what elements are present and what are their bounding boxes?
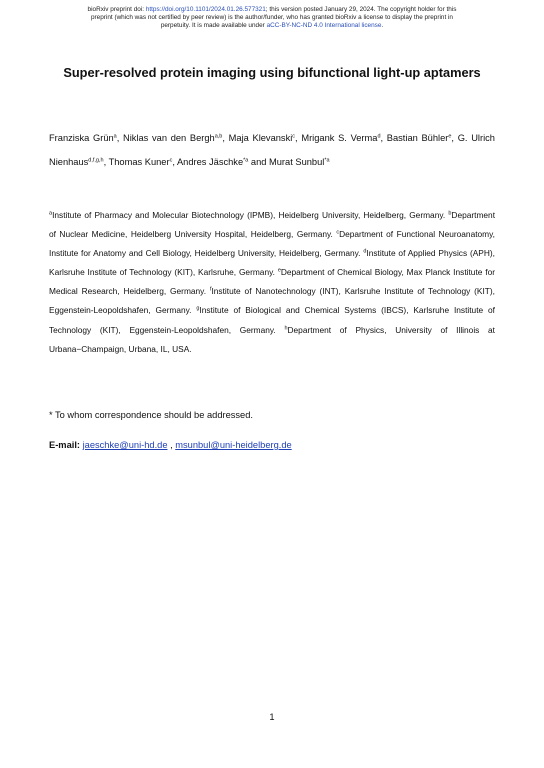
email-line (49, 440, 292, 450)
header-text: . (381, 21, 384, 29)
author-affiliation-mark: c (292, 133, 296, 140)
affiliation-mark: g (196, 305, 200, 312)
header-line-3 (40, 22, 504, 30)
affiliation-text: Department of Functional Neuroanatomy, Institute for Anatomy and Cell Biology, Heidelberg University, Heidelberg, Germany. (49, 229, 495, 259)
author-name: Thomas Kuner (108, 157, 170, 167)
page-number: 1 (269, 712, 275, 722)
header-text: bioRxiv preprint doi: (87, 6, 146, 13)
author-affiliation-mark: d,f,g,h (88, 157, 104, 164)
author-list: Franziska Grün$^a$, Niklas van den Bergh$^{a,b}$, Maja Klevanski$^c$, Mrigank S. Verma$^d$, Bastian Bühler$^e$, G. Ulrich Nienhaus$^{d,f,g,h}$, Thomas Kuner$^c$, Andres Jäschke$^{*a}$ and Murat Sunbul$^{*a}$ (49, 133, 495, 167)
doi-link[interactable]: https://doi.org/10.1101/2024.01.26.577321 (145, 6, 266, 13)
affiliation-mark: h (284, 325, 288, 332)
header-text: ; this version posted January 29, 2024. The copyright holder for this (265, 6, 457, 13)
affiliation-mark: a (49, 210, 53, 217)
author-name: Bastian Bühler (386, 133, 449, 143)
author-affiliation-mark: a,b (214, 133, 223, 140)
author-affiliation-mark: *a (324, 157, 330, 164)
affiliation-mark: d (363, 248, 367, 255)
author-name: Andres Jäschke (176, 157, 244, 167)
affiliation-text: Department of Nuclear Medicine, Heidelberg University Hospital, Heidelberg, Germany. (49, 210, 496, 240)
affiliation-mark: f (209, 286, 212, 293)
header-text: perpetuity. It is made available under (160, 21, 267, 29)
preprint-header (40, 6, 504, 30)
author-affiliation-mark: *a (243, 157, 249, 164)
author-name: Maja Klevanski (228, 133, 293, 143)
author-name: G. Ulrich Nienhaus (49, 133, 495, 167)
email-separator: , (167, 440, 176, 450)
affiliation-mark: e (277, 267, 281, 274)
author-name: Murat Sunbul (269, 157, 325, 167)
affiliation-text: Institute of Applied Physics (APH), Karlsruhe Institute of Technology (KIT), Karlsruhe, Germany. (49, 248, 495, 278)
email-link-sunbul[interactable]: msunbul@uni-heidelberg.de (175, 440, 292, 450)
paper-title: Super-resolved protein imaging using bifunctional light-up aptamers (63, 65, 481, 80)
license-link[interactable]: aCC-BY-NC-ND 4.0 International license (266, 21, 382, 29)
affiliation-text: Institute of Pharmacy and Molecular Biotechnology (IPMB), Heidelberg University, Heidelberg, Germany. (52, 210, 446, 220)
author-affiliation-mark: e (448, 133, 452, 140)
author-name: Niklas van den Bergh (123, 133, 215, 143)
affiliation-mark: b (448, 210, 452, 217)
email-link-jaeschke[interactable]: jaeschke@uni-hd.de (82, 440, 168, 450)
correspondence-note: * To whom correspondence should be addressed. (49, 410, 253, 420)
affiliation-text: Department of Physics, University of Illinois at Urbana−Champaign, Urbana, IL, USA. (49, 324, 495, 354)
affiliation-text: Department of Chemical Biology, Max Planck Institute for Medical Research, Heidelberg, Germany. (49, 267, 495, 297)
affiliation-list (49, 206, 495, 359)
author-name: Mrigank S. Verma (301, 133, 378, 143)
header-line-1 (40, 6, 504, 14)
header-line-2: preprint (which was not certified by peer review) is the author/funder, who has granted bioRxiv a license to display the preprint in (91, 13, 453, 21)
email-label: E-mail: (49, 440, 80, 450)
affiliation-text: Institute of Nanotechnology (INT), Karlsruhe Institute of Technology (KIT), Eggenstein-Leopoldshafen, Germany. (49, 286, 495, 316)
affiliation-text: Institute of Biological and Chemical Systems (IBCS), Karlsruhe Institute of Technology (KIT), Eggenstein-Leopoldshafen, Germany. (49, 305, 495, 335)
author-affiliation-mark: c (169, 157, 173, 164)
author-affiliation-mark: d (377, 133, 381, 140)
author-affiliation-mark: a (113, 133, 117, 140)
affiliation-mark: c (336, 229, 340, 236)
author-name: Franziska Grün (49, 133, 114, 143)
